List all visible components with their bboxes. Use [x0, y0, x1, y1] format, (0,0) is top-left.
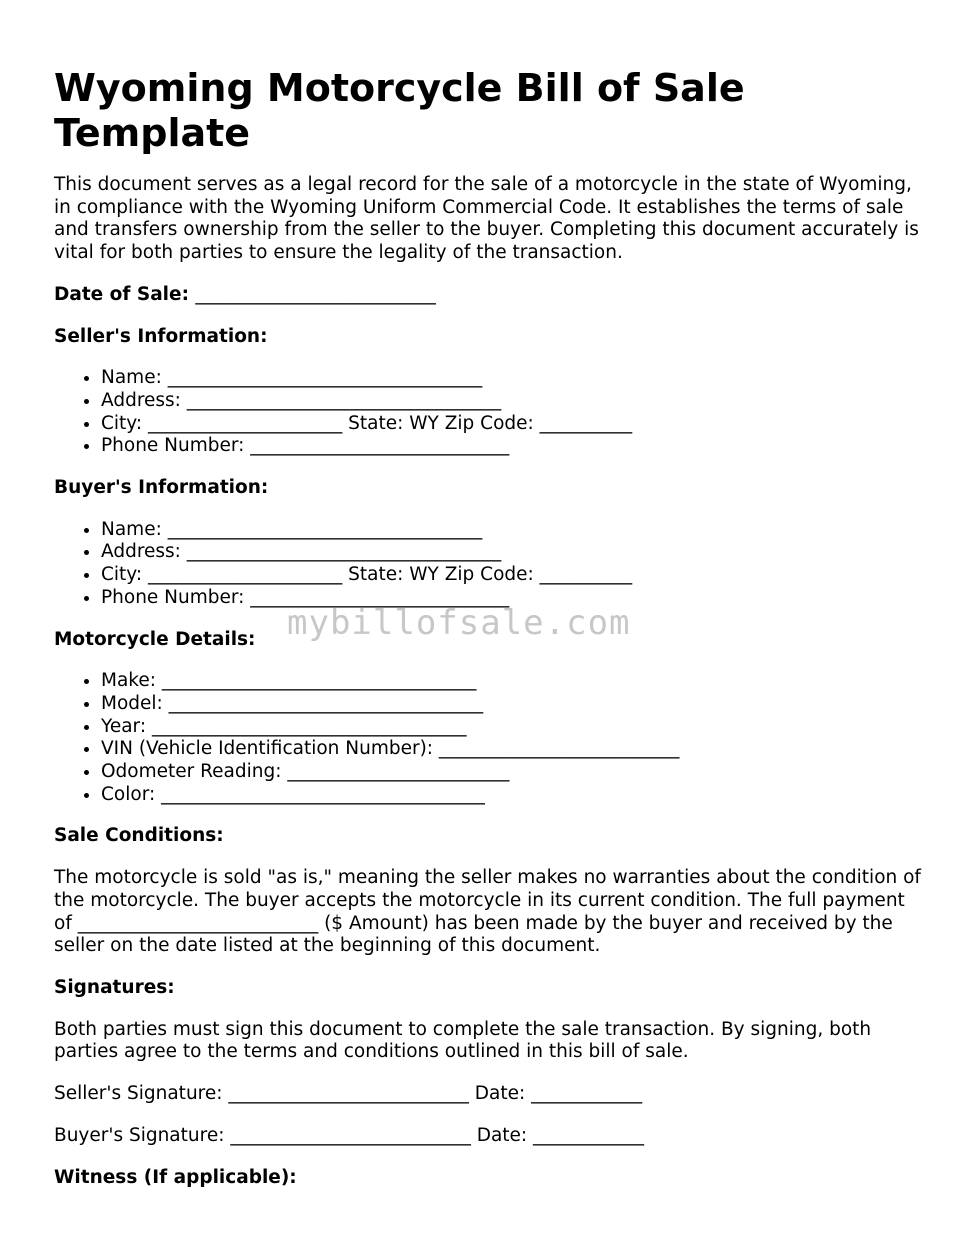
list-item: • Name: __________________________________	[101, 367, 924, 390]
date-of-sale-label: Date of Sale:	[54, 283, 189, 305]
buyer-heading: Buyer's Information:	[54, 477, 269, 499]
date-of-sale	[54, 284, 924, 307]
signatures-text: Both parties must sign this document to complete the sale transaction. By signing, both parties agree to the terms and conditions outlined in this bill of sale.	[54, 1018, 872, 1063]
list-item: • Name: __________________________________	[101, 519, 924, 542]
motorcycle-heading: Motorcycle Details:	[54, 628, 256, 650]
list-item: • City: _____________________ State: WY Zip Code: __________	[101, 413, 924, 436]
witness-heading: Witness (If applicable):	[54, 1166, 297, 1188]
signatures-heading: Signatures:	[54, 976, 175, 998]
watermark: mybillofsale.com	[287, 603, 631, 643]
list-item: • VIN (Vehicle Identification Number): __________________________	[101, 738, 924, 761]
page-title: Wyoming Motorcycle Bill of Sale Template	[54, 66, 745, 155]
seller-heading: Seller's Information:	[54, 325, 268, 347]
buyer-list	[54, 519, 924, 610]
buyer-signature-line: Buyer's Signature: __________________________ Date: ____________	[54, 1124, 645, 1146]
seller-list	[54, 367, 924, 458]
seller-signature-line: Seller's Signature: __________________________ Date: ____________	[54, 1083, 643, 1105]
intro-paragraph: This document serves as a legal record for the sale of a motorcycle in the state of Wyoming, in compliance with the Wyoming Uniform Commercial Code. It establishes the terms of sale and transfers ownership from the seller to the buyer. Completing this document accurately is vital for both parties to ensure the legality of the transaction.	[54, 174, 919, 264]
list-item: • Odometer Reading: ________________________	[101, 761, 924, 784]
date-of-sale-line: __________________________	[195, 283, 436, 305]
sale-conditions-heading: Sale Conditions:	[54, 825, 224, 847]
list-item: • Phone Number: ____________________________	[101, 587, 924, 610]
list-item: • Model: __________________________________	[101, 693, 924, 716]
sale-conditions-text: The motorcycle is sold "as is," meaning the seller makes no warranties about the condition of the motorcycle. The buyer accepts the motorcycle in its current condition. The full payment of __________________________ ($ Amount) has been made by the buyer and received by the seller on the date listed at the beginning of this document.	[54, 867, 921, 957]
list-item: • Year: __________________________________	[101, 716, 924, 739]
list-item: • City: _____________________ State: WY Zip Code: __________	[101, 564, 924, 587]
motorcycle-list	[54, 670, 924, 806]
list-item: • Make: __________________________________	[101, 670, 924, 693]
list-item: • Address: __________________________________	[101, 390, 924, 413]
list-item: • Phone Number: ____________________________	[101, 435, 924, 458]
list-item: • Address: __________________________________	[101, 541, 924, 564]
list-item: • Color: ___________________________________	[101, 784, 924, 807]
